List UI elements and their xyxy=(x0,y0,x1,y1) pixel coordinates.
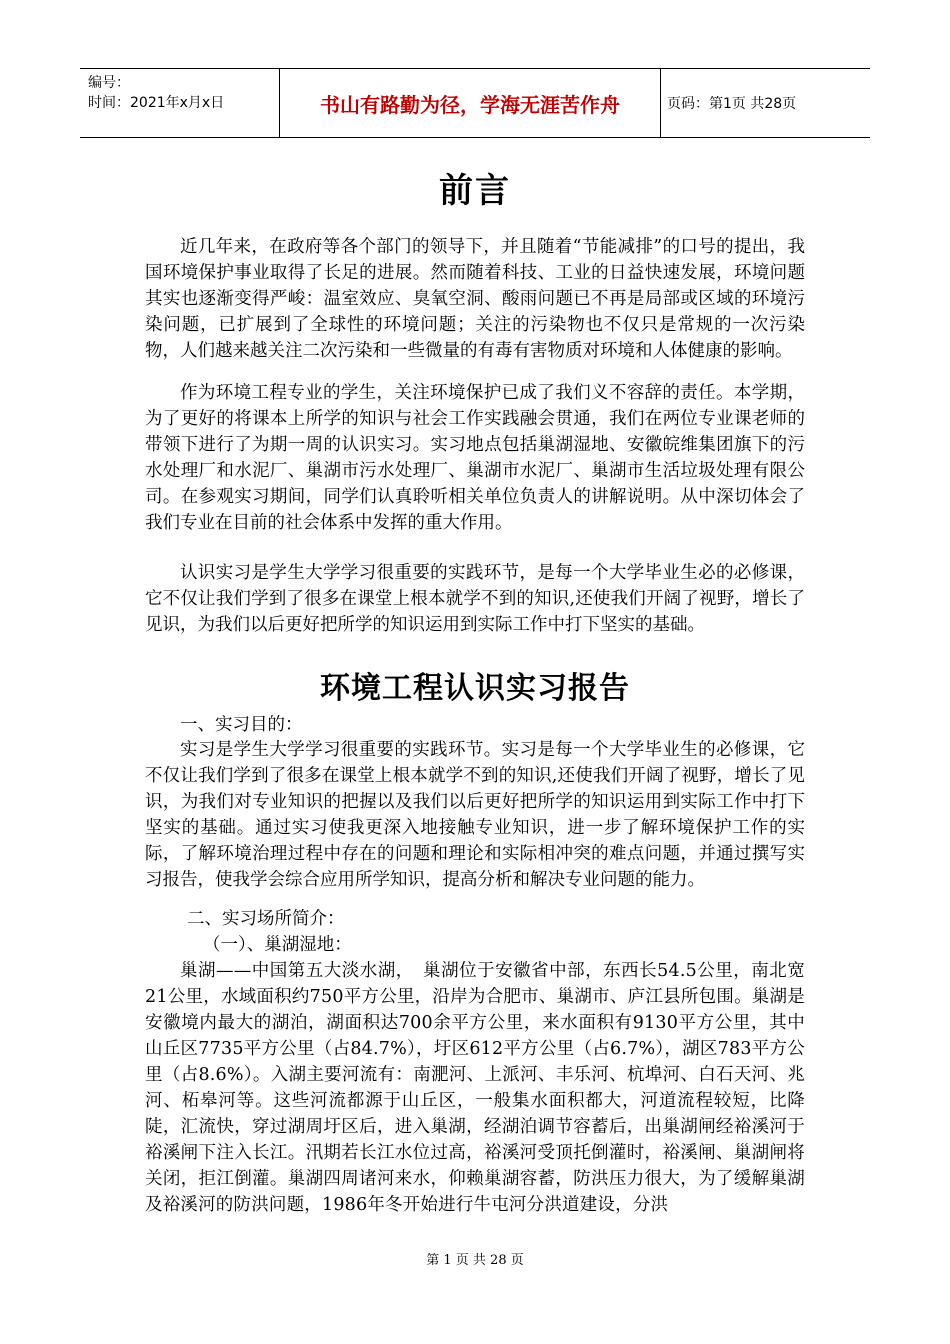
report-title: 环境工程认识实习报告 xyxy=(320,671,630,706)
header-motto: 书山有路勤为径，学海无涯苦作舟 xyxy=(280,69,661,137)
preface-title: 前言 xyxy=(439,171,511,211)
section-1-heading: 一、实习目的： xyxy=(180,715,303,735)
header-number-label: 编号： xyxy=(88,75,130,91)
preface-paragraph-1: 近几年来，在政府等各个部门的领导下，并且随着“节能减排”的口号的提出，我国环境保护事业取得了长足的进展。然而随着科技、工业的日益快速发展，环境问题其实也逐渐变得严峻：温室效应、臭氧空洞、酸雨问题已不再是局部或区域的环境污染问题，已扩展到了全球性的环境问题；关注的污染物也不仅只是常规的一次污染物，人们越来越关注二次污染和一些微量的有毒有害物质对环境和人体健康的影响。 xyxy=(145,237,805,361)
subsection-1-text: 巢湖——中国第五大淡水湖， 巢湖位于安徽省中部，东西长54.5公里，南北宽21公里，水域面积约750平方公里，沿岸为合肥市、巢湖市、庐江县所包围。巢湖是安徽境内最大的湖泊，湖面积达700余平方公里，来水面积有9130平方公里，其中山丘区7735平方公里（占84.7%），圩区612平方公里（占6.7%），湖区783平方公里（占8.6%）。入湖主要河流有：南淝河、上派河、丰乐河、杭埠河、白石天河、兆河、柘皋河等。这些河流都源于山丘区，一般集水面积都大，河道流程较短，比降陡，汇流快，穿过湖周圩区后，进入巢湖，经湖泊调节容蓄后，出巢湖闸经裕溪河于裕溪闸下注入长江。汛期若长江水位过高，裕溪河受顶托倒灌时，裕溪闸、巢湖闸将关闭，拒江倒灌。巢湖四周诸河来水，仰赖巢湖容蓄，防洪压力很大，为了缓解巢湖及裕溪河的防洪问题，1986年冬开始进行牛屯河分洪道建设，分洪 xyxy=(145,961,805,1215)
header-meta xyxy=(80,69,280,137)
page-footer: 第 1 页 共 28 页 xyxy=(426,1253,524,1268)
page-header xyxy=(80,68,870,138)
preface-paragraph-3: 认识实习是学生大学学习很重要的实践环节，是每一个大学毕业生必的必修课，它不仅让我们学到了很多在课堂上根本就学不到的知识,还使我们开阔了视野，增长了见识，为我们以后更好把所学的知识运用到实际工作中打下坚实的基础。 xyxy=(145,563,805,635)
header-time-label: 时间：2021年x月x日 xyxy=(88,95,225,111)
section-1-text: 实习是学生大学学习很重要的实践环节。实习是每一个大学毕业生的必修课，它不仅让我们学到了很多在课堂上根本就学不到的知识,还使我们开阔了视野，增长了见识，为我们对专业知识的把握以及我们以后更好把所学的知识运用到实际工作中打下坚实的基础。通过实习使我更深入地接触专业知识，进一步了解环境保护工作的实际，了解环境治理过程中存在的问题和理论和实际相冲突的难点问题，并通过撰写实习报告，使我学会综合应用所学知识，提高分析和解决专业问题的能力。 xyxy=(145,740,805,890)
header-page-label: 页码：第1页 共28页 xyxy=(667,96,797,112)
section-2-heading: 二、实习场所简介： xyxy=(187,909,345,929)
subsection-1-heading: （一）、巢湖湿地： xyxy=(203,935,352,955)
preface-paragraph-2: 作为环境工程专业的学生，关注环境保护已成了我们义不容辞的责任。本学期，为了更好的将课本上所学的知识与社会工作实践融会贯通，我们在两位专业课老师的带领下进行了为期一周的认识实习。实习地点包括巢湖湿地、安徽皖维集团旗下的污水处理厂和水泥厂、巢湖市污水处理厂、巢湖市水泥厂、巢湖市生活垃圾处理有限公司。在参观实习期间，同学们认真聆听相关单位负责人的讲解说明。从中深切体会了我们专业在目前的社会体系中发挥的重大作用。 xyxy=(145,383,805,533)
